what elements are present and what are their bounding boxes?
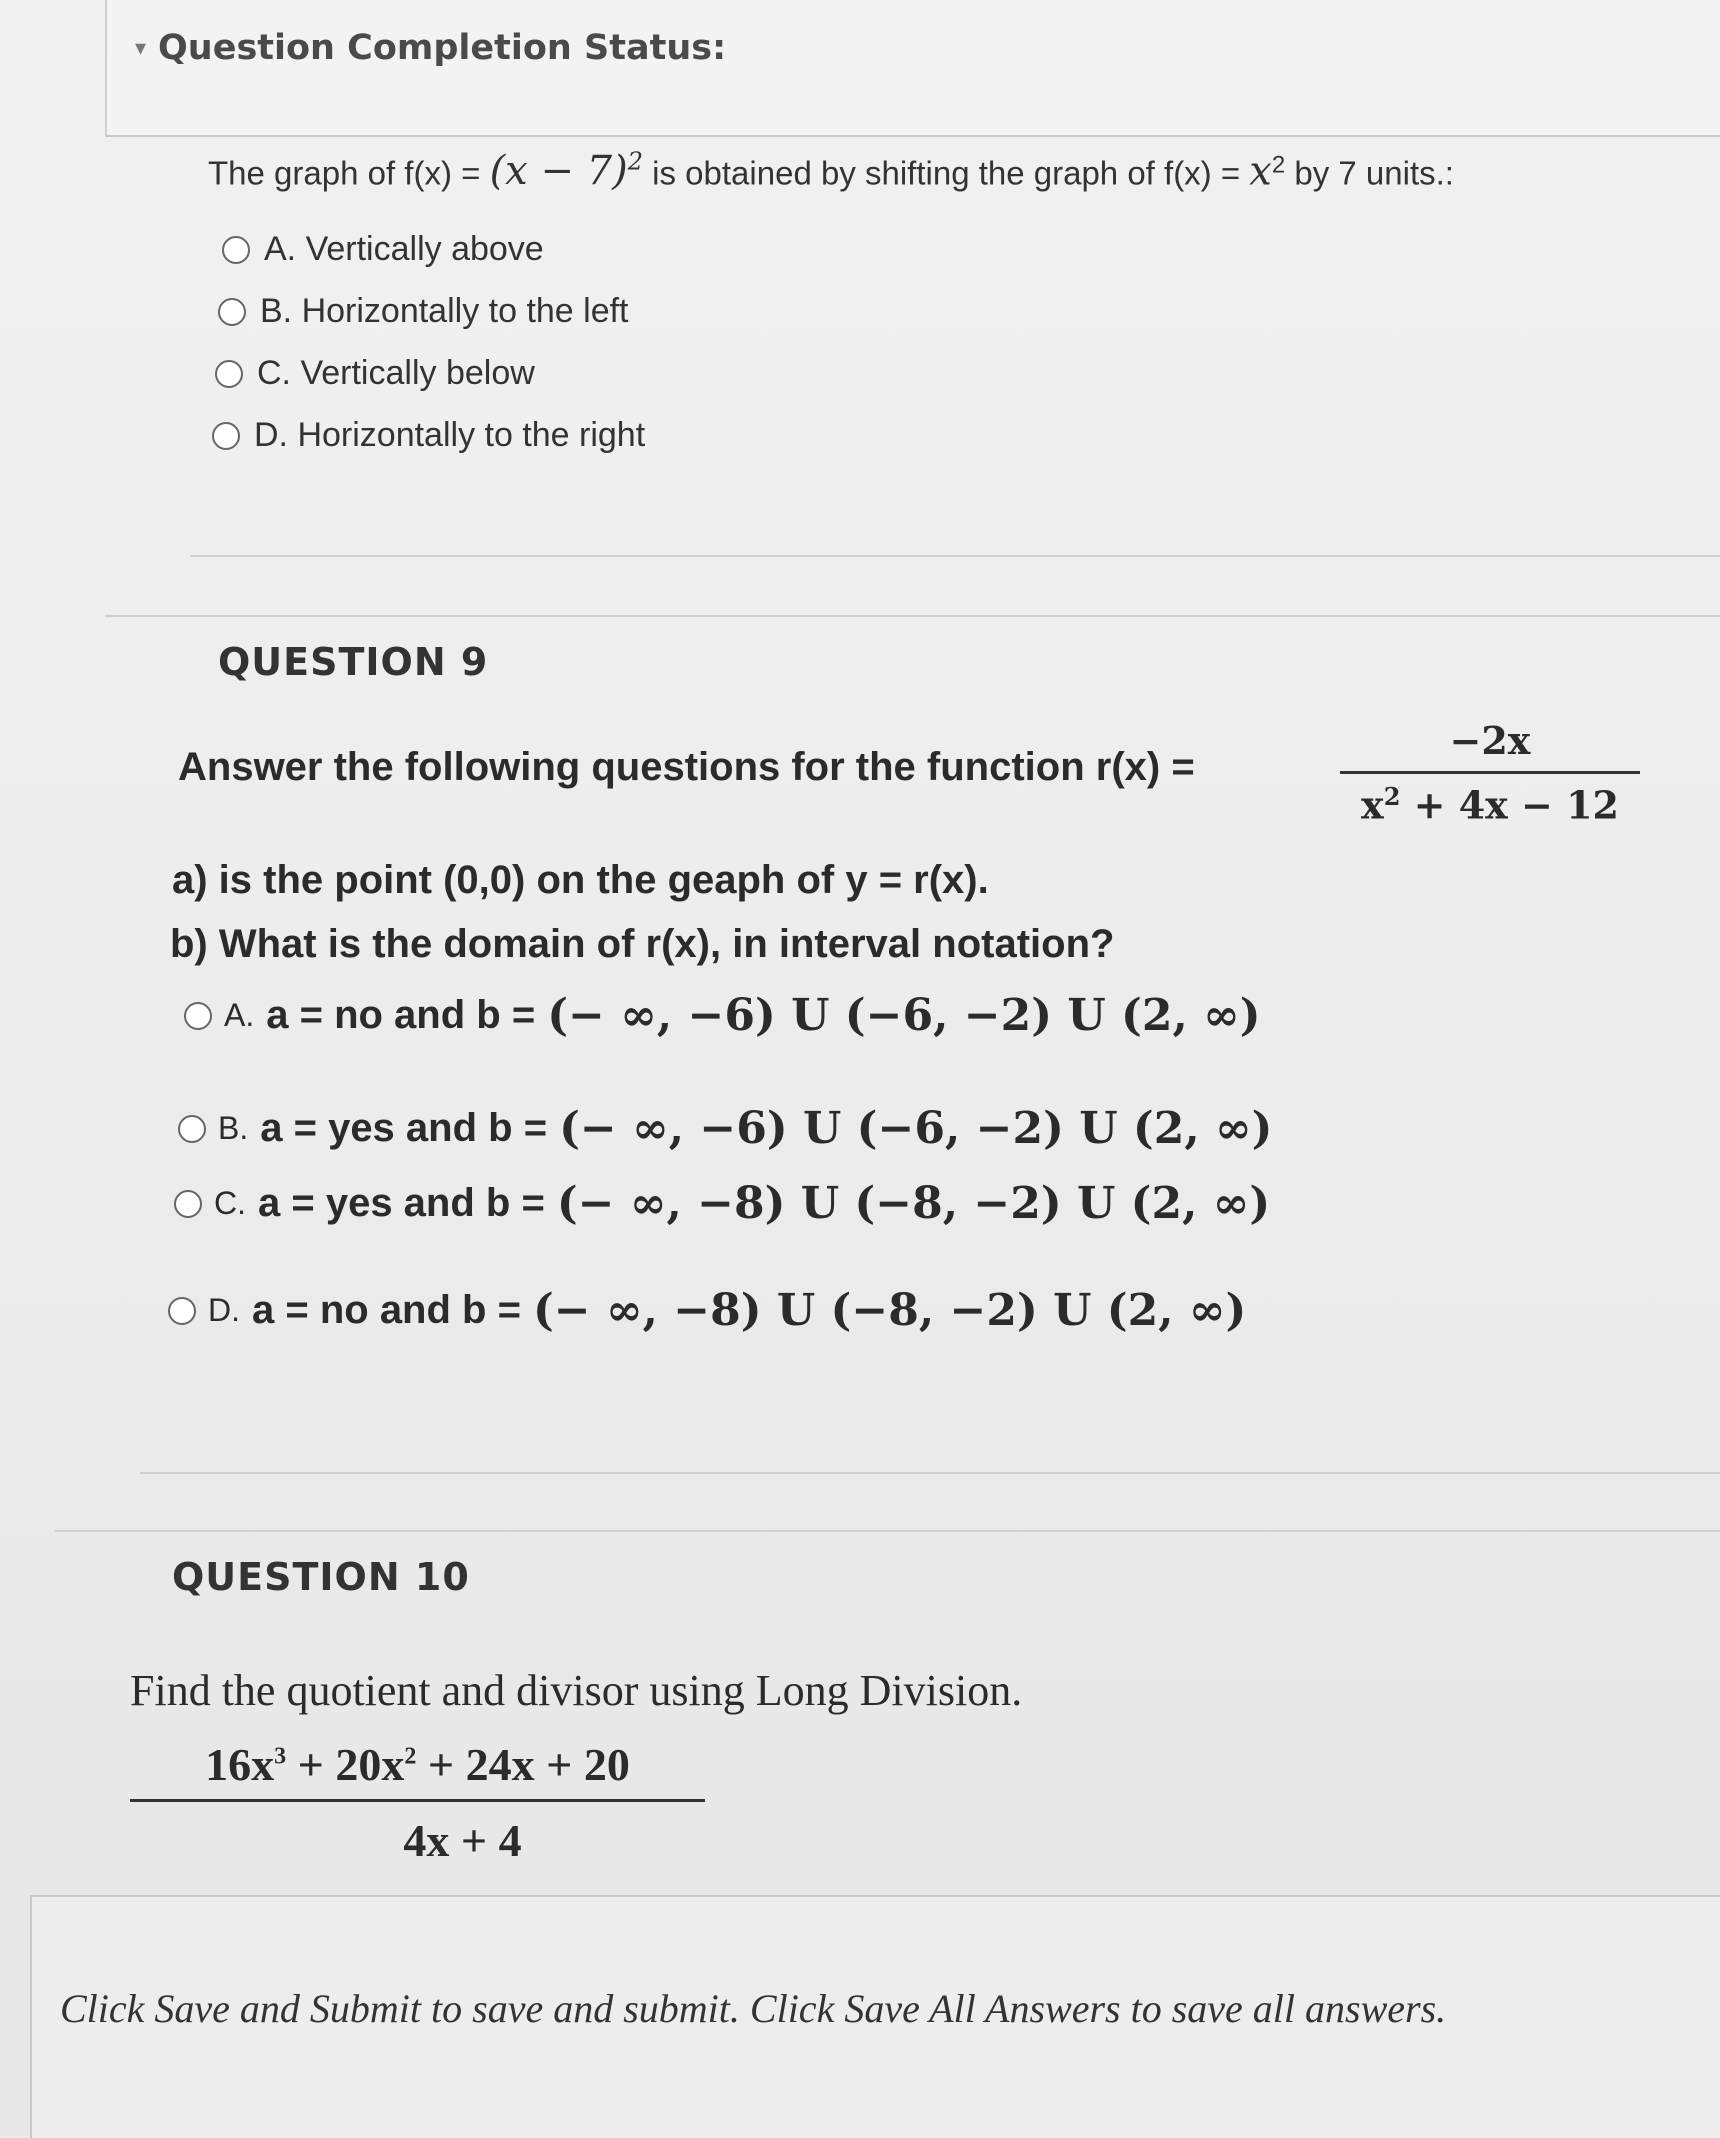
q8-stem-mid: is obtained by shifting the graph of f(x) = xyxy=(643,154,1250,192)
question-9-stem: Answer the following questions for the function r(x) = xyxy=(178,745,1195,789)
radio-button[interactable] xyxy=(168,1297,196,1325)
q9-option-a-letter: A. xyxy=(224,997,255,1033)
q8-base: x xyxy=(1249,148,1272,195)
q8-stem-suffix: by 7 units.: xyxy=(1285,154,1454,192)
q8-option-c[interactable] xyxy=(215,354,535,393)
radio-button[interactable] xyxy=(222,236,250,264)
q8-base-function xyxy=(1249,148,1272,194)
question-divider xyxy=(55,1530,1720,1532)
q9-option-b[interactable] xyxy=(178,1103,1272,1154)
q10-division-expression xyxy=(130,1738,705,1867)
q9-part-b: b) What is the domain of r(x), in interval notation? xyxy=(170,922,1115,966)
q9-option-d-text: a = no and b = xyxy=(252,1288,521,1332)
q10-divisor: 4x + 4 xyxy=(403,1815,522,1866)
q9-den-exponent: 2 xyxy=(1383,782,1401,811)
q9-option-b-text: a = yes and b = xyxy=(260,1106,548,1150)
question-10-stem: Find the quotient and divisor using Long Division. xyxy=(130,1666,1023,1715)
q8-stem-prefix: The graph of f(x) = xyxy=(208,154,490,192)
q10-term-a-exp: 3 xyxy=(274,1743,287,1770)
q9-option-a-interval: (− ∞, −6) U (−6, −2) U (2, ∞) xyxy=(547,990,1261,1041)
q9-option-a[interactable] xyxy=(184,990,1261,1041)
q9-option-c[interactable] xyxy=(174,1178,1270,1229)
fraction-bar xyxy=(1340,771,1640,774)
q8-option-a-label: A. Vertically above xyxy=(264,230,544,268)
q9-option-a-text: a = no and b = xyxy=(266,993,536,1037)
completion-status-toggle[interactable] xyxy=(135,28,726,68)
radio-button[interactable] xyxy=(218,298,246,326)
divider xyxy=(190,555,1720,557)
radio-button[interactable] xyxy=(174,1190,202,1218)
q9-option-c-letter: C. xyxy=(214,1185,246,1221)
completion-status-label: Question Completion Status: xyxy=(158,28,727,68)
q9-den-rest: + 4x − 12 xyxy=(1400,782,1619,828)
q10-term-a: 16x xyxy=(205,1739,275,1790)
q9-option-c-text: a = yes and b = xyxy=(258,1181,545,1225)
q8-func: (x − 7) xyxy=(489,148,628,195)
question-8-stem xyxy=(208,148,1454,194)
radio-button[interactable] xyxy=(212,422,240,450)
question-10-heading: QUESTION 10 xyxy=(172,1555,470,1599)
q10-dividend xyxy=(130,1738,705,1799)
question-divider xyxy=(105,615,1720,617)
fraction-bar xyxy=(130,1799,705,1802)
q9-numerator: −2x xyxy=(1449,718,1531,763)
q8-option-d[interactable] xyxy=(212,416,645,455)
q9-option-d-letter: D. xyxy=(208,1292,240,1328)
q9-option-c-interval: (− ∞, −8) U (−8, −2) U (2, ∞) xyxy=(556,1178,1271,1229)
completion-status-panel xyxy=(105,0,1720,137)
q9-den-base: x xyxy=(1361,782,1384,828)
q9-part-a: a) is the point (0,0) on the geaph of y = r(x). xyxy=(172,858,989,902)
q8-option-b-label: B. Horizontally to the left xyxy=(260,292,629,330)
q9-option-d[interactable] xyxy=(168,1285,1246,1336)
q8-option-b[interactable] xyxy=(218,292,629,331)
question-9-heading: QUESTION 9 xyxy=(218,640,489,684)
submit-instructions: Click Save and Submit to save and submit. Click Save All Answers to save all answers. xyxy=(60,1986,1447,2031)
radio-button[interactable] xyxy=(178,1115,206,1143)
divider xyxy=(140,1472,1720,1474)
q9-rational-function xyxy=(1340,718,1640,828)
radio-button[interactable] xyxy=(215,360,243,388)
q9-option-b-interval: (− ∞, −6) U (−6, −2) U (2, ∞) xyxy=(559,1103,1273,1154)
q8-option-d-label: D. Horizontally to the right xyxy=(254,416,646,454)
q9-option-d-interval: (− ∞, −8) U (−8, −2) U (2, ∞) xyxy=(532,1285,1247,1336)
radio-button[interactable] xyxy=(184,1002,212,1030)
q9-denominator xyxy=(1340,782,1640,828)
q10-term-b: + 20x xyxy=(286,1739,405,1790)
chevron-down-icon: ▾ xyxy=(135,35,147,61)
q8-base-exponent: 2 xyxy=(1271,151,1286,179)
q8-func-exponent: 2 xyxy=(627,148,644,176)
q9-option-b-letter: B. xyxy=(218,1110,249,1146)
q10-term-c: + 24x + 20 xyxy=(416,1739,630,1790)
q8-shifted-function xyxy=(490,148,643,194)
q8-option-a[interactable] xyxy=(222,230,544,269)
q8-option-c-label: C. Vertically below xyxy=(257,354,535,392)
q10-term-b-exp: 2 xyxy=(404,1743,417,1770)
